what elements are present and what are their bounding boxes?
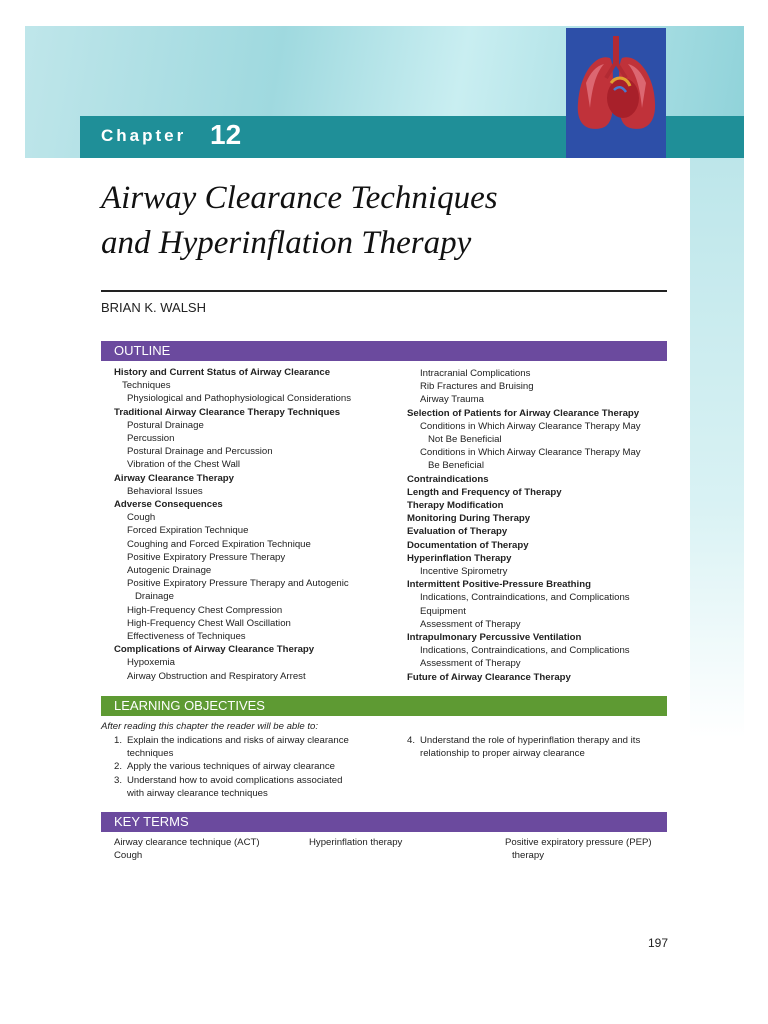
objective-item bbox=[114, 760, 349, 773]
outline-heading-item: Complications of Airway Clearance Therapy bbox=[114, 644, 315, 656]
key-term: Hyperinflation therapy bbox=[309, 837, 403, 848]
outline-sub-item: Indications, Contraindications, and Complications bbox=[420, 592, 630, 604]
outline-sub-item: Drainage bbox=[135, 591, 174, 603]
side-decoration-strip bbox=[690, 158, 744, 738]
outline-heading-item: Traditional Airway Clearance Therapy Techniques bbox=[114, 406, 341, 418]
chapter-number: 12 bbox=[210, 119, 242, 150]
objectives-left-column bbox=[114, 734, 349, 800]
objective-line: Apply the various techniques of airway clearance bbox=[127, 761, 335, 773]
outline-sub-item: Airway Trauma bbox=[420, 394, 484, 406]
outline-sub-item: Effectiveness of Techniques bbox=[127, 631, 246, 643]
objective-item bbox=[407, 734, 640, 760]
outline-sub-item: Positive Expiratory Pressure Therapy bbox=[127, 551, 286, 563]
outline-sub-item: Behavioral Issues bbox=[127, 485, 203, 497]
outline-left-column bbox=[114, 366, 351, 683]
outline-sub-item: Rib Fractures and Bruising bbox=[420, 381, 534, 393]
objective-number: 4. bbox=[407, 735, 416, 746]
outline-sub-item: Indications, Contraindications, and Complications bbox=[420, 645, 630, 657]
objective-number: 1. bbox=[114, 735, 123, 746]
outline-heading-item: Intrapulmonary Percussive Ventilation bbox=[407, 632, 582, 644]
objective-item bbox=[114, 774, 349, 800]
outline-heading-item: Therapy Modification bbox=[407, 500, 504, 512]
objective-number: 3. bbox=[114, 774, 123, 786]
key-term: Airway clearance technique (ACT) bbox=[114, 837, 260, 848]
objective-line: Understand how to avoid complications associated bbox=[127, 774, 343, 786]
objective-line: techniques bbox=[127, 748, 174, 760]
objective-line: with airway clearance techniques bbox=[127, 787, 268, 799]
outline-heading: OUTLINE bbox=[101, 341, 667, 361]
outline-sub-item: Postural Drainage bbox=[127, 419, 204, 431]
outline-sub-item: Vibration of the Chest Wall bbox=[127, 459, 241, 471]
outline-sub-item: Airway Obstruction and Respiratory Arrest bbox=[127, 670, 306, 682]
outline-sub-item: Intracranial Complications bbox=[420, 368, 531, 379]
outline-sub-item: Assessment of Therapy bbox=[420, 658, 521, 670]
objective-text bbox=[127, 734, 349, 760]
outline-sub-item: Positive Expiratory Pressure Therapy and Autogenic bbox=[127, 578, 349, 590]
objective-number: 2. bbox=[114, 761, 123, 773]
chapter-title-line-1: Airway Clearance Techniques bbox=[101, 180, 498, 216]
objective-text bbox=[127, 774, 342, 800]
outline-sub-item: Equipment bbox=[420, 605, 466, 617]
outline-heading-item: Evaluation of Therapy bbox=[407, 526, 508, 538]
key-term: Cough bbox=[114, 850, 143, 862]
outline-heading-item: Hyperinflation Therapy bbox=[407, 552, 512, 564]
title-divider bbox=[101, 290, 667, 292]
outline-sub-item: Incentive Spirometry bbox=[420, 566, 508, 578]
outline-sub-item: Autogenic Drainage bbox=[127, 565, 212, 577]
objective-line: relationship to proper airway clearance bbox=[420, 748, 585, 760]
objective-line: Understand the role of hyperinflation therapy and its bbox=[420, 735, 641, 746]
outline-heading-item: Documentation of Therapy bbox=[407, 539, 529, 551]
key-terms-col-2 bbox=[309, 836, 402, 849]
outline-heading-item: Length and Frequency of Therapy bbox=[407, 486, 562, 498]
outline-sub-item: Not Be Beneficial bbox=[428, 434, 502, 446]
objective-item bbox=[114, 734, 349, 760]
key-terms-col-1 bbox=[114, 836, 260, 862]
outline-sub-item: Physiological and Pathophysiological Considerations bbox=[127, 393, 351, 405]
outline-heading-item: Monitoring During Therapy bbox=[407, 513, 531, 525]
outline-sub-item: High-Frequency Chest Wall Oscillation bbox=[127, 617, 291, 629]
outline-sub-item: Conditions in Which Airway Clearance Therapy May bbox=[420, 447, 641, 459]
objectives-intro: After reading this chapter the reader will be able to: bbox=[101, 721, 319, 732]
outline-sub-item: Postural Drainage and Percussion bbox=[127, 446, 273, 458]
outline-heading-item: Future of Airway Clearance Therapy bbox=[407, 671, 571, 683]
outline-right-column bbox=[407, 367, 641, 684]
outline-sub-item: Hypoxemia bbox=[127, 657, 175, 669]
objective-text bbox=[420, 734, 640, 760]
outline-sub-item: Cough bbox=[127, 512, 156, 524]
outline-heading-item: Intermittent Positive-Pressure Breathing bbox=[407, 579, 591, 591]
key-term-continuation: therapy bbox=[512, 850, 544, 862]
objective-line: Explain the indications and risks of airway clearance bbox=[127, 735, 349, 746]
author-name: BRIAN K. WALSH bbox=[101, 300, 206, 315]
objectives-right-column bbox=[407, 734, 640, 760]
outline-sub-item: High-Frequency Chest Compression bbox=[127, 604, 283, 616]
outline-sub-item: Assessment of Therapy bbox=[420, 618, 521, 630]
page-number: 197 bbox=[648, 936, 669, 950]
outline-sub-item: Coughing and Forced Expiration Technique bbox=[127, 538, 311, 550]
outline-heading-item: Selection of Patients for Airway Clearance Therapy bbox=[407, 407, 640, 419]
objective-text bbox=[127, 760, 335, 773]
lungs-illustration-icon bbox=[566, 28, 666, 158]
learning-objectives-heading: LEARNING OBJECTIVES bbox=[101, 696, 667, 716]
outline-heading-item: Airway Clearance Therapy bbox=[114, 472, 234, 484]
chapter-title-line-2: and Hyperinflation Therapy bbox=[101, 225, 472, 261]
outline-heading-item: History and Current Status of Airway Clearance bbox=[114, 367, 331, 378]
chapter-title bbox=[101, 176, 661, 266]
outline-sub-item: Be Beneficial bbox=[428, 460, 484, 472]
key-terms-col-3 bbox=[505, 836, 652, 862]
chapter-label: Chapter bbox=[101, 126, 187, 145]
outline-sub-item: Techniques bbox=[122, 380, 171, 392]
outline-heading-item: Contraindications bbox=[407, 473, 489, 485]
key-term: Positive expiratory pressure (PEP) bbox=[505, 837, 652, 848]
outline-sub-item: Forced Expiration Technique bbox=[127, 525, 249, 537]
outline-sub-item: Conditions in Which Airway Clearance Therapy May bbox=[420, 420, 641, 432]
outline-heading-item: Adverse Consequences bbox=[114, 499, 223, 511]
outline-sub-item: Percussion bbox=[127, 433, 175, 445]
key-terms-heading: KEY TERMS bbox=[101, 812, 667, 832]
